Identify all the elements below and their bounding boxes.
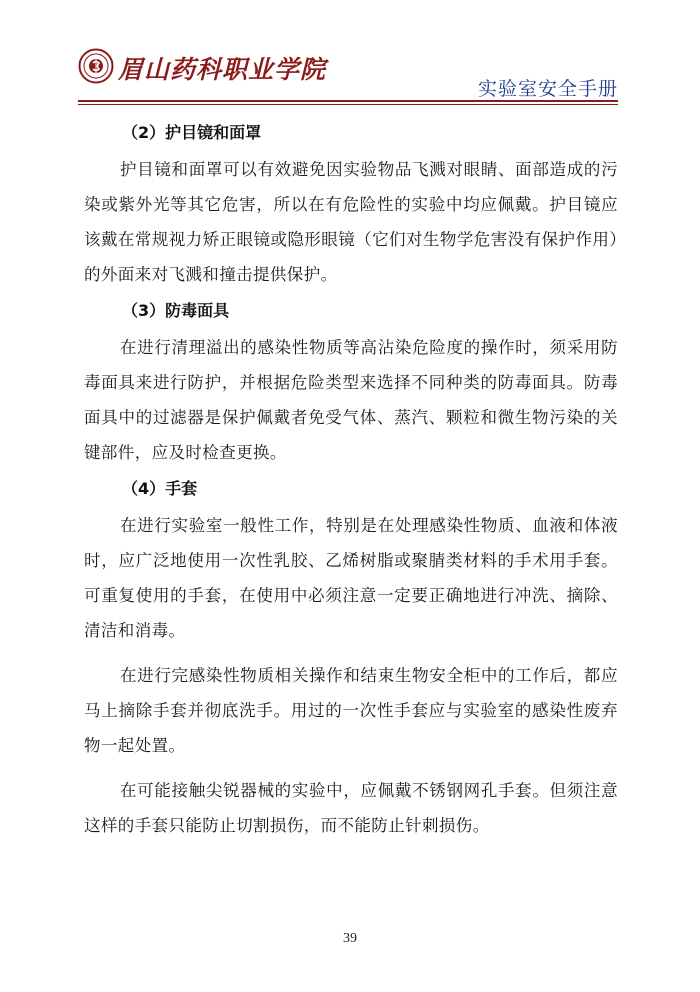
header-divider-thin <box>78 104 618 105</box>
header-divider-thick <box>78 100 618 102</box>
paragraph-goggles: 护目镜和面罩可以有效避免因实验物品飞溅对眼睛、面部造成的污染或紫外光等其它危害，所以在有危险性的实验中均应佩戴。护目镜应该戴在常规视力矫正眼镜或隐形眼镜（它们对生物学危害没有保护作用）的外面来对飞溅和撞击提供保护。 <box>84 160 618 284</box>
paragraph-gloves-general: 在进行实验室一般性工作，特别是在处理感染性物质、血液和体液时，应广泛地使用一次性乳胶、乙烯树脂或聚腈类材料的手术用手套。可重复使用的手套，在使用中必须注意一定要正确地进行冲洗、摘除、清洁和消毒。 <box>84 516 618 640</box>
section-heading-gas-mask: （3）防毒面具 <box>122 301 230 320</box>
page-content <box>84 118 618 847</box>
school-seal-icon <box>78 48 114 84</box>
paragraph-gloves-removal: 在进行完感染性物质相关操作和结束生物安全柜中的工作后，都应马上摘除手套并彻底洗手。用过的一次性手套应与实验室的感染性废弃物一起处置。 <box>84 666 618 755</box>
paragraph-gloves-steel-mesh: 在可能接触尖锐器械的实验中，应佩戴不锈钢网孔手套。但须注意这样的手套只能防止切割损伤，而不能防止针刺损伤。 <box>84 781 618 835</box>
school-name-logo: 眉山药科职业学院 <box>118 55 327 84</box>
section-heading-gloves: （4）手套 <box>122 479 198 498</box>
paragraph-gas-mask: 在进行清理溢出的感染性物质等高沾染危险度的操作时，须采用防毒面具来进行防护，并根据危险类型来选择不同种类的防毒面具。防毒面具中的过滤器是保护佩戴者免受气体、蒸汽、颗粒和微生物污染的关键部件，应及时检查更换。 <box>84 338 618 462</box>
page-header <box>78 44 618 100</box>
manual-title: 实验室安全手册 <box>477 78 618 100</box>
page-number: 39 <box>343 931 357 946</box>
section-heading-goggles: （2）护目镜和面罩 <box>122 123 262 142</box>
